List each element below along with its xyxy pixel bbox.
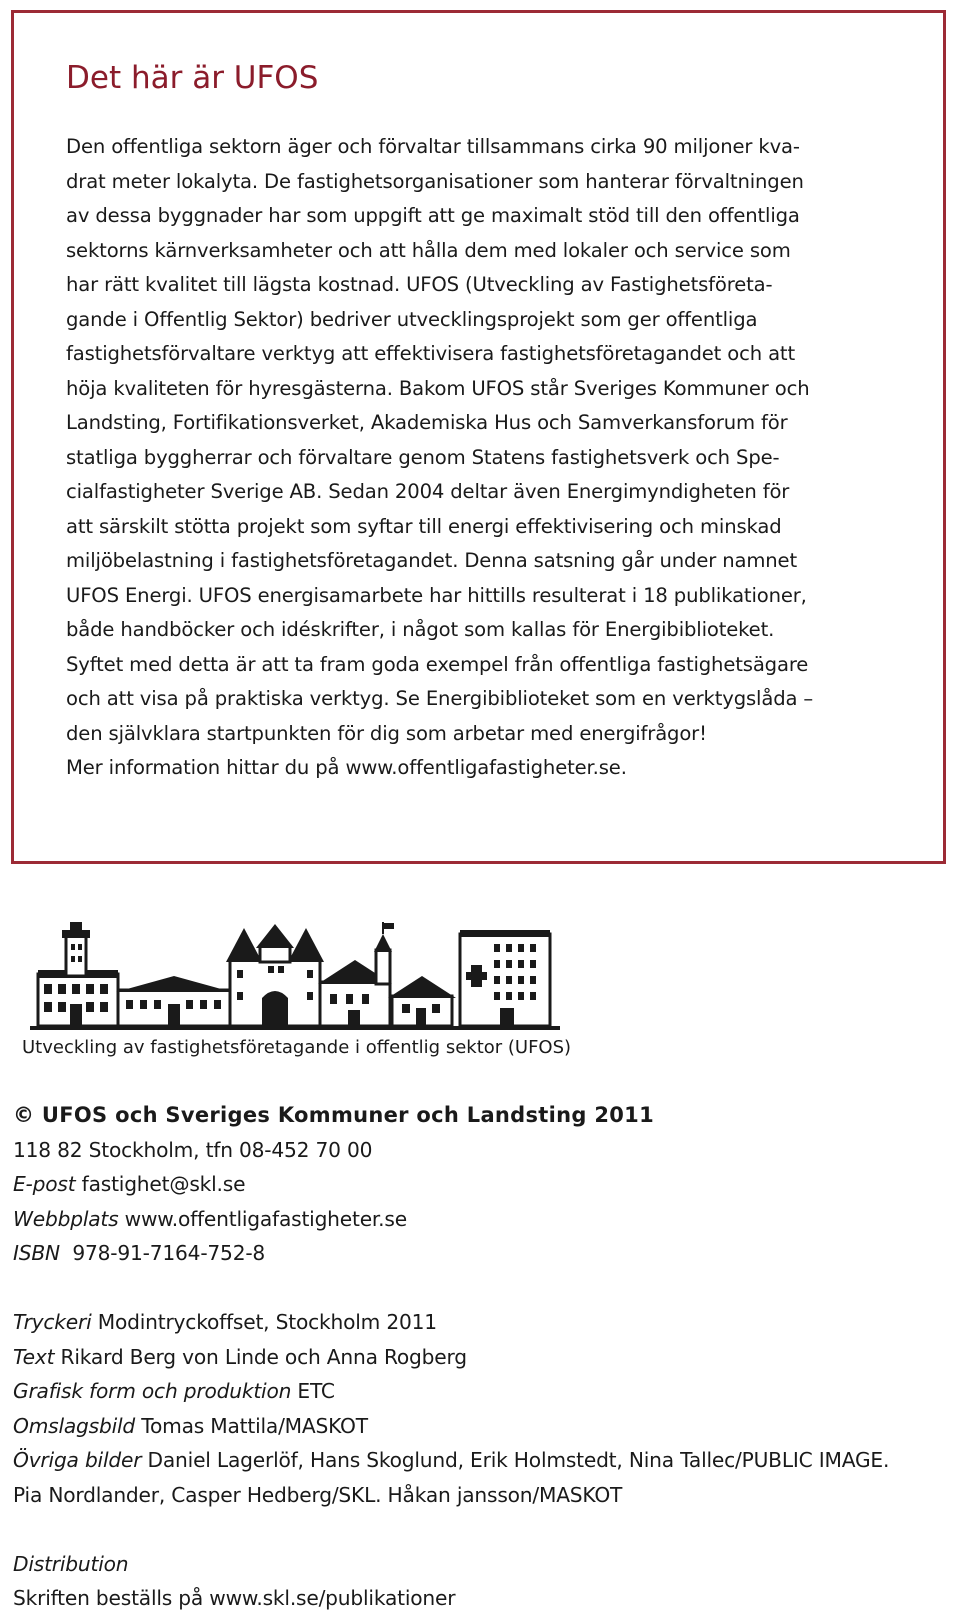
spacer: [13, 1271, 948, 1306]
cover-label: Omslagsbild: [13, 1413, 136, 1438]
body-line: gande i Offentlig Sektor) bedriver utvecklingsprojekt som ger offentliga: [66, 307, 758, 331]
printer-value: Modintryckoffset, Stockholm 2011: [97, 1310, 437, 1334]
body-line: Mer information hittar du på www.offentligafastigheter.se.: [66, 756, 627, 779]
distribution-value: Skriften beställs på www.skl.se/publikationer: [13, 1586, 456, 1610]
design-line: [13, 1374, 948, 1409]
printer-line: [13, 1305, 948, 1340]
design-value: ETC: [297, 1379, 335, 1403]
design-label: Grafisk form och produktion: [13, 1379, 292, 1403]
body-line: och att visa på praktiska verktyg. Se Energibiblioteket som en verktygslåda –: [66, 687, 814, 710]
cover-value: Tomas Mattila/MASKOT: [141, 1413, 368, 1438]
info-box-title: Det här är UFOS: [66, 60, 319, 96]
text-label: Text: [13, 1344, 55, 1369]
small-house: [388, 976, 456, 1026]
illustration-caption: Utveckling av fastighetsföretagande i offentlig sektor (UFOS): [22, 1037, 572, 1058]
web-line: [13, 1202, 948, 1237]
text-value: Rikard Berg von Linde och Anna Rogberg: [60, 1344, 467, 1369]
body-line: Syftet med detta är att ta fram goda exempel från offentliga fastighetsägare: [66, 652, 809, 676]
church-building: [318, 922, 394, 1026]
body-line: cialfastigheter Sverige AB. Sedan 2004 deltar även Energimyndigheten för: [66, 480, 790, 503]
body-line: har rätt kvalitet till lägsta kostnad. UFOS (Utveckling av Fastighetsföreta-: [66, 273, 773, 296]
text-credit-line: [13, 1340, 948, 1375]
body-line: statliga byggherrar och förvaltare genom Statens fastighetsverk och Spe-: [66, 445, 780, 469]
body-line: miljöbelastning i fastighetsföretagandet. Denna satsning går under namnet: [66, 549, 797, 572]
imprint: [13, 1098, 948, 1616]
body-line: av dessa byggnader har som uppgift att ge maximalt stöd till den offentliga: [66, 204, 800, 227]
cover-line: [13, 1409, 948, 1444]
email-line: [13, 1167, 948, 1202]
other-images-cont-line: Pia Nordlander, Casper Hedberg/SKL. Håkan jansson/MASKOT: [13, 1482, 623, 1507]
isbn-label: ISBN: [13, 1241, 60, 1265]
body-line: både handböcker och idéskrifter, i något som kallas för Energibiblioteket.: [66, 618, 775, 641]
body-line: UFOS Energi. UFOS energisamarbete har hittills resulterat i 18 publikationer,: [66, 583, 807, 607]
body-line: Landsting, Fortifikationsverket, Akademiska Hus och Samverkansforum för: [66, 411, 788, 434]
other-images-value: Daniel Lagerlöf, Hans Skoglund, Erik Holmstedt, Nina Tallec/PUBLIC IMAGE.: [147, 1448, 890, 1472]
castle-building: [226, 924, 324, 1026]
body-line: höja kvaliteten för hyresgästerna. Bakom UFOS står Sveriges Kommuner och: [66, 376, 810, 400]
info-box-body: [66, 130, 926, 786]
web-value: www.offentligafastigheter.se: [124, 1206, 407, 1231]
isbn-line: [13, 1236, 948, 1271]
printer-label: Tryckeri: [13, 1310, 92, 1334]
copyright-line: © UFOS och Sveriges Kommuner och Landsting 2011: [13, 1103, 654, 1127]
long-building: [116, 976, 232, 1026]
other-images-label: Övriga bilder: [13, 1448, 142, 1472]
other-images-line: [13, 1443, 948, 1478]
hospital-building: [460, 930, 550, 1026]
body-line: att särskilt stötta projekt som syftar till energi effektivisering och minskad: [66, 514, 782, 538]
body-line: Den offentliga sektorn äger och förvaltar tillsammans cirka 90 miljoner kva-: [66, 135, 800, 158]
body-line: den självklara startpunkten för dig som arbetar med energifrågor!: [66, 721, 707, 745]
email-value: fastighet@skl.se: [81, 1172, 246, 1196]
body-line: drat meter lokalyta. De fastighetsorganisationer som hanterar förvaltningen: [66, 169, 804, 193]
distribution-label: Distribution: [13, 1551, 129, 1576]
body-line: sektorns kärnverksamheter och att hålla dem med lokaler och service som: [66, 238, 791, 262]
spacer: [13, 1512, 948, 1547]
body-line: fastighetsförvaltare verktyg att effektivisera fastighetsföretagandet och att: [66, 342, 795, 365]
address-line: 118 82 Stockholm, tfn 08-452 70 00: [13, 1137, 373, 1162]
email-label: E-post: [13, 1172, 76, 1196]
buildings-illustration: [30, 920, 570, 1032]
web-label: Webbplats: [13, 1206, 119, 1231]
factory-building: [38, 922, 118, 1026]
isbn-value: 978-91-7164-752-8: [72, 1241, 266, 1265]
